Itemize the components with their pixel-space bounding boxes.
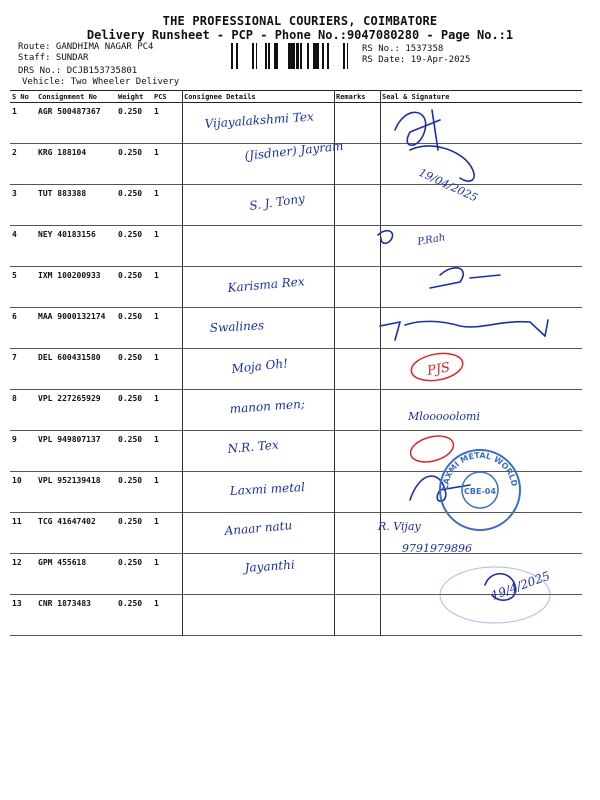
rs-date: RS Date: 19-Apr-2025 xyxy=(362,55,471,65)
row-remarks xyxy=(334,472,380,513)
row-remarks xyxy=(334,431,380,472)
svg-text:CBE-04: CBE-04 xyxy=(464,487,496,496)
rs-number: RS No.: 1537358 xyxy=(362,44,444,54)
col-sno: S No xyxy=(10,91,36,103)
row-consignee xyxy=(182,144,334,185)
row-remarks xyxy=(334,267,380,308)
row-sno: 6 xyxy=(10,308,36,349)
consignee-handwriting: Anaar natu xyxy=(224,518,293,538)
col-remarks: Remarks xyxy=(334,91,380,103)
drs-label: DRS No.: DCJB153735801 xyxy=(18,66,138,76)
row-sno: 9 xyxy=(10,431,36,472)
signature-handwriting: 9791979896 xyxy=(402,542,472,555)
row-consignment: KRG 188104 xyxy=(36,144,116,185)
row-pcs: 1 xyxy=(152,513,182,554)
row-consignment: IXM 100200933 xyxy=(36,267,116,308)
row-pcs: 1 xyxy=(152,390,182,431)
row-sno: 3 xyxy=(10,185,36,226)
row-signature xyxy=(380,267,582,308)
row-weight: 0.250 xyxy=(116,103,152,144)
row-weight: 0.250 xyxy=(116,226,152,267)
row-remarks xyxy=(334,185,380,226)
row-pcs: 1 xyxy=(152,554,182,595)
row-consignment: DEL 600431580 xyxy=(36,349,116,390)
table-row xyxy=(10,267,582,308)
row-signature xyxy=(380,390,582,431)
row-weight: 0.250 xyxy=(116,595,152,636)
row-weight: 0.250 xyxy=(116,472,152,513)
col-consignee: Consignee Details xyxy=(182,91,334,103)
row-pcs: 1 xyxy=(152,185,182,226)
runsheet-subtitle: Delivery Runsheet - PCP - Phone No.:9047080280 - Page No.:1 xyxy=(86,28,514,42)
col-pcs: PCS xyxy=(152,91,182,103)
row-sno: 8 xyxy=(10,390,36,431)
row-consignee xyxy=(182,226,334,267)
row-pcs: 1 xyxy=(152,308,182,349)
col-weight: Weight xyxy=(116,91,152,103)
row-remarks xyxy=(334,308,380,349)
row-pcs: 1 xyxy=(152,144,182,185)
col-signature: Seal & Signature xyxy=(380,91,582,103)
row-sno: 7 xyxy=(10,349,36,390)
consignee-handwriting: manon men; xyxy=(229,396,306,416)
row-consignment: VPL 952139418 xyxy=(36,472,116,513)
row-consignee xyxy=(182,513,334,554)
consignee-handwriting: Karisma Rex xyxy=(227,274,306,295)
row-sno: 2 xyxy=(10,144,36,185)
row-weight: 0.250 xyxy=(116,308,152,349)
consignee-handwriting: N.R. Tex xyxy=(227,437,280,456)
barcode xyxy=(231,43,356,69)
row-weight: 0.250 xyxy=(116,349,152,390)
route-label: Route: GANDHIMA NAGAR PC4 xyxy=(18,42,154,52)
row-consignment: CNR 1873483 xyxy=(36,595,116,636)
row-signature xyxy=(380,308,582,349)
row-consignment: GPM 455618 xyxy=(36,554,116,595)
row-weight: 0.250 xyxy=(116,554,152,595)
row-remarks xyxy=(334,390,380,431)
row-pcs: 1 xyxy=(152,431,182,472)
table-row xyxy=(10,472,582,513)
table-row xyxy=(10,144,582,185)
signature-handwriting: 19/04/2025 xyxy=(416,165,480,205)
row-sno: 13 xyxy=(10,595,36,636)
row-consignee xyxy=(182,390,334,431)
row-signature xyxy=(380,144,582,185)
consignee-handwriting: S. J. Tony xyxy=(248,191,306,213)
table-row xyxy=(10,554,582,595)
table-row xyxy=(10,595,582,636)
row-consignment: VPL 949807137 xyxy=(36,431,116,472)
table-header xyxy=(10,91,582,103)
row-weight: 0.250 xyxy=(116,390,152,431)
consignee-handwriting: Laxmi metal xyxy=(229,480,306,498)
row-signature xyxy=(380,431,582,472)
row-consignee xyxy=(182,267,334,308)
row-consignee xyxy=(182,308,334,349)
row-weight: 0.250 xyxy=(116,431,152,472)
consignee-handwriting: (Jisdner) Jayram xyxy=(243,138,345,163)
row-pcs: 1 xyxy=(152,226,182,267)
staff-label: Staff: SUNDAR xyxy=(18,53,89,63)
row-weight: 0.250 xyxy=(116,185,152,226)
row-sno: 1 xyxy=(10,103,36,144)
row-consignment: TCG 41647402 xyxy=(36,513,116,554)
row-remarks xyxy=(334,595,380,636)
row-signature xyxy=(380,185,582,226)
consignee-handwriting: Vijayalakshmi Tex xyxy=(204,109,315,131)
row-remarks xyxy=(334,226,380,267)
runsheet-table xyxy=(10,90,582,636)
row-pcs: 1 xyxy=(152,267,182,308)
company-title: THE PROFESSIONAL COURIERS, COIMBATORE xyxy=(162,14,438,28)
consignee-handwriting: Jayanthi xyxy=(244,557,296,575)
row-consignee xyxy=(182,431,334,472)
row-sno: 11 xyxy=(10,513,36,554)
consignee-handwriting: Swalines xyxy=(209,318,265,335)
row-pcs: 1 xyxy=(152,595,182,636)
row-consignment: NEY 40183156 xyxy=(36,226,116,267)
row-pcs: 1 xyxy=(152,349,182,390)
row-remarks xyxy=(334,513,380,554)
row-sno: 4 xyxy=(10,226,36,267)
table-row xyxy=(10,390,582,431)
row-consignment: MAA 9000132174 xyxy=(36,308,116,349)
table-row xyxy=(10,513,582,554)
table-row xyxy=(10,103,582,144)
row-consignee xyxy=(182,595,334,636)
table-row xyxy=(10,185,582,226)
row-consignee xyxy=(182,472,334,513)
row-sno: 12 xyxy=(10,554,36,595)
signature-handwriting: PJS xyxy=(426,360,452,379)
row-remarks xyxy=(334,144,380,185)
row-pcs: 1 xyxy=(152,472,182,513)
row-remarks xyxy=(334,349,380,390)
table-row xyxy=(10,308,582,349)
row-signature xyxy=(380,472,582,513)
row-consignment: TUT 883388 xyxy=(36,185,116,226)
row-sno: 10 xyxy=(10,472,36,513)
row-consignee xyxy=(182,103,334,144)
vehicle-label: Vehicle: Two Wheeler Delivery xyxy=(22,77,180,87)
row-consignee xyxy=(182,185,334,226)
row-weight: 0.250 xyxy=(116,513,152,554)
row-signature xyxy=(380,513,582,554)
row-signature xyxy=(380,349,582,390)
col-consignment: Consignment No xyxy=(36,91,116,103)
table-row xyxy=(10,349,582,390)
row-signature xyxy=(380,226,582,267)
row-weight: 0.250 xyxy=(116,144,152,185)
signature-handwriting: R. Vijay xyxy=(378,520,421,533)
row-consignee xyxy=(182,554,334,595)
row-weight: 0.250 xyxy=(116,267,152,308)
consignee-handwriting: Moja Oh! xyxy=(230,356,289,376)
row-signature xyxy=(380,554,582,595)
table-row xyxy=(10,431,582,472)
row-consignment: AGR 500487367 xyxy=(36,103,116,144)
table-row xyxy=(10,226,582,267)
row-signature xyxy=(380,103,582,144)
signature-handwriting: P.Rah xyxy=(416,232,447,248)
row-sno: 5 xyxy=(10,267,36,308)
row-pcs: 1 xyxy=(152,103,182,144)
row-remarks xyxy=(334,103,380,144)
svg-text:LAXMI METAL WORLD: LAXMI METAL WORLD xyxy=(440,450,519,491)
row-remarks xyxy=(334,554,380,595)
row-signature xyxy=(380,595,582,636)
row-consignee xyxy=(182,349,334,390)
signature-handwriting: Mlooooolomi xyxy=(408,410,480,423)
signature-handwriting: 19/4/2025 xyxy=(489,568,552,603)
row-consignment: VPL 227265929 xyxy=(36,390,116,431)
